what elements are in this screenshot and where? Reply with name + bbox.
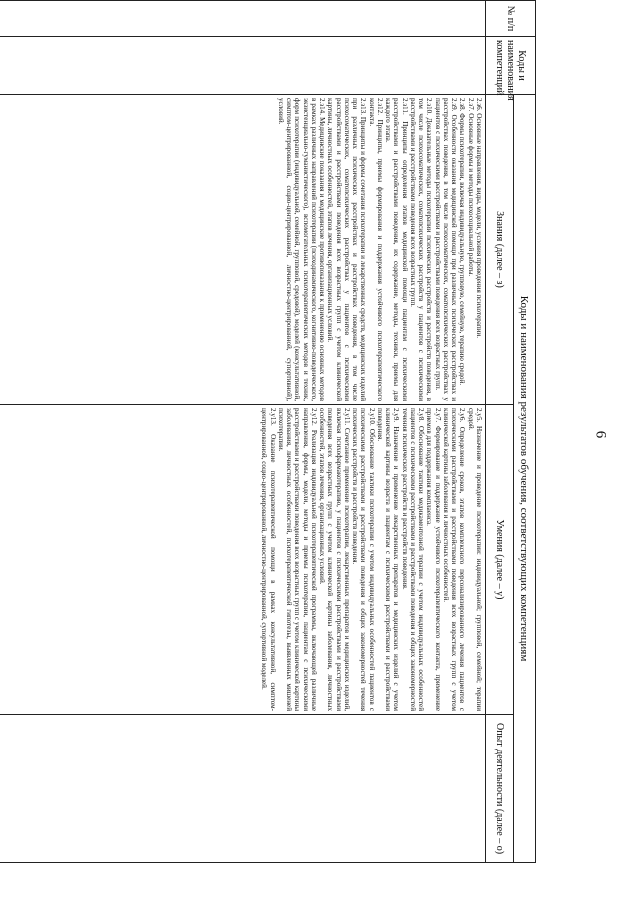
skill-item: 2.у9. Назначение и применение лекарственных препаратов и медицинских изделий с учетом клинической картины возраста и пациентам с психическими расстройствами и расстройствами поведения.	[376, 408, 401, 711]
knowledge-item: 2.з10. Доказательные методы психотерапии психических расстройств и расстройств поведения, в том числе психосоматических, соматопсихических расстройств у пациентов с психическими расстройствами и расстройствами поведения всех возрастных групп.	[409, 98, 434, 401]
cell-skills	[0, 405, 486, 715]
skill-item: 2.у5. Назначение и проведение психотерапии: индивидуальной; групповой, семейной; терапии средой.	[466, 408, 483, 711]
cell-experience	[0, 715, 486, 863]
header-group: Коды и наименования результатов обучения, соответствующих компетенциям	[514, 95, 536, 863]
knowledge-item: 2.з9. Особенности оказания медицинской помощи при различных психических расстройствах и расстройствах поведения, в том числе психосоматических, соматопсихических расстройствах у пациентов с психическими расстройствами и расстройствами поведения всех возрастных групп.	[433, 98, 459, 401]
cell-num	[0, 1, 486, 37]
skill-item: 2.у8. Обоснование тактики медикаментозной терапии с учетом индивидуальных особенностей пациентов с психическими расстройствами и расстройствами поведения и общих закономерностей течения психических расстройств и расстройств поведения.	[400, 408, 426, 711]
cell-knowledge	[0, 95, 486, 405]
header-experience: Опыт деятельности (далее – о)	[486, 715, 514, 863]
skill-item: 2.у12. Реализация индивидуальной психотерапевтической программы, включающей различные направления, формы, модели, методы и приемы психотерапии, пациентам с психическими расстройствами и расстройствами поведения всех возрастных групп с учетом клинической картины заболевания, личностных особенностей, психотерапевтической гипотезы, выявленных мишеней психотерапии.	[277, 408, 318, 711]
skill-item: 2.у6. Определение сроков, этапов комплексного персонализированного лечения пациентов с психическими расстройствами и расстройствами поведения всех возрастных групп с учетом клинической картины заболевания и личностных особенностей.	[442, 408, 467, 711]
skill-item: 2.у7. Формирование и поддержание устойчивого психотерапевтического контакта, применение приемов для поддержания комплаенса.	[425, 408, 442, 711]
knowledge-item: 2.з13. Принципы и формы сочетания психотерапии и лекарственных средств, медицинских изделий при различных психических расстройствах и расстройствах поведения, в том числе психосоматических, соматопсихических расстройствах у пациентов с психическими расстройствами и расстройствами поведения всех возрастных групп с учетом клинической картины, личностных особенностей, этапов лечения, организационных условий.	[326, 98, 368, 401]
knowledge-item: 2.з6. Основные направления, виды, модели, условия проведения психотерапии.	[475, 98, 483, 338]
header-skills: Умения (далее – у)	[486, 405, 514, 715]
skill-item: 2.у13. Оказание психотерапевтической помощи в рамках консультативной, симптом-центрированной, социо-центрированной, личностно-центрированной, супортивной моделей.	[260, 408, 277, 711]
cell-codes	[0, 37, 486, 95]
header-knowledge: Знания (далее – з)	[486, 95, 514, 405]
knowledge-item: 2.з12. Принципы, приемы формирования и поддержания устойчивого психотерапевтического контакта.	[367, 98, 384, 401]
header-num: № п/п	[486, 1, 536, 37]
knowledge-item: 2.з7. Основные формы и методы психосоциальной работы.	[466, 98, 475, 277]
skill-item: 2.у11. Сочетанное применение психотерапии, лекарственных препаратов и медицинских изделий, включая психофармакотерапию, у пациентов с психическими расстройствами и расстройствами поведения всех возрастных групп с учетом клинической картины заболевания, личностных особенностей, этапов лечения, организационных условий.	[318, 408, 351, 711]
knowledge-item: 2.з14. Медицинские показания и медицинские противопоказания к применению основных методов в рамках различных направлений психотерапии (психодинамического, когнитивно-поведенческого, экзистенциально-гуманистического), вспомогательных психотерапевтических методов и техник, форм психотерапии (индивидуальной, семейной, групповой, средовой), моделей (консультативной, симптом-центрированной, социо-центрированной, личностно-центрированной, супортивной), условий.	[277, 98, 327, 401]
skill-item: 2.у10. Обоснование тактики психотерапии с учетом индивидуальных особенностей пациентов с психическими расстройствами и расстройствами поведения и общих закономерностей течения психических расстройств и расстройств поведения.	[351, 408, 376, 711]
knowledge-item: 2.з8. Формы психотерапии, включая индивидуальную, групповую, семейную, терапию средой.	[458, 98, 467, 386]
page-number: 6	[592, 430, 609, 439]
header-codes: Коды и наименования компетенций	[486, 37, 536, 95]
knowledge-item: 2.з11. Принципы определения этапов медицинской помощи пациентам с психическими расстройствами и расстройствами поведения, их содержание, методы, техники, приемы для каждого этапа.	[384, 98, 409, 401]
